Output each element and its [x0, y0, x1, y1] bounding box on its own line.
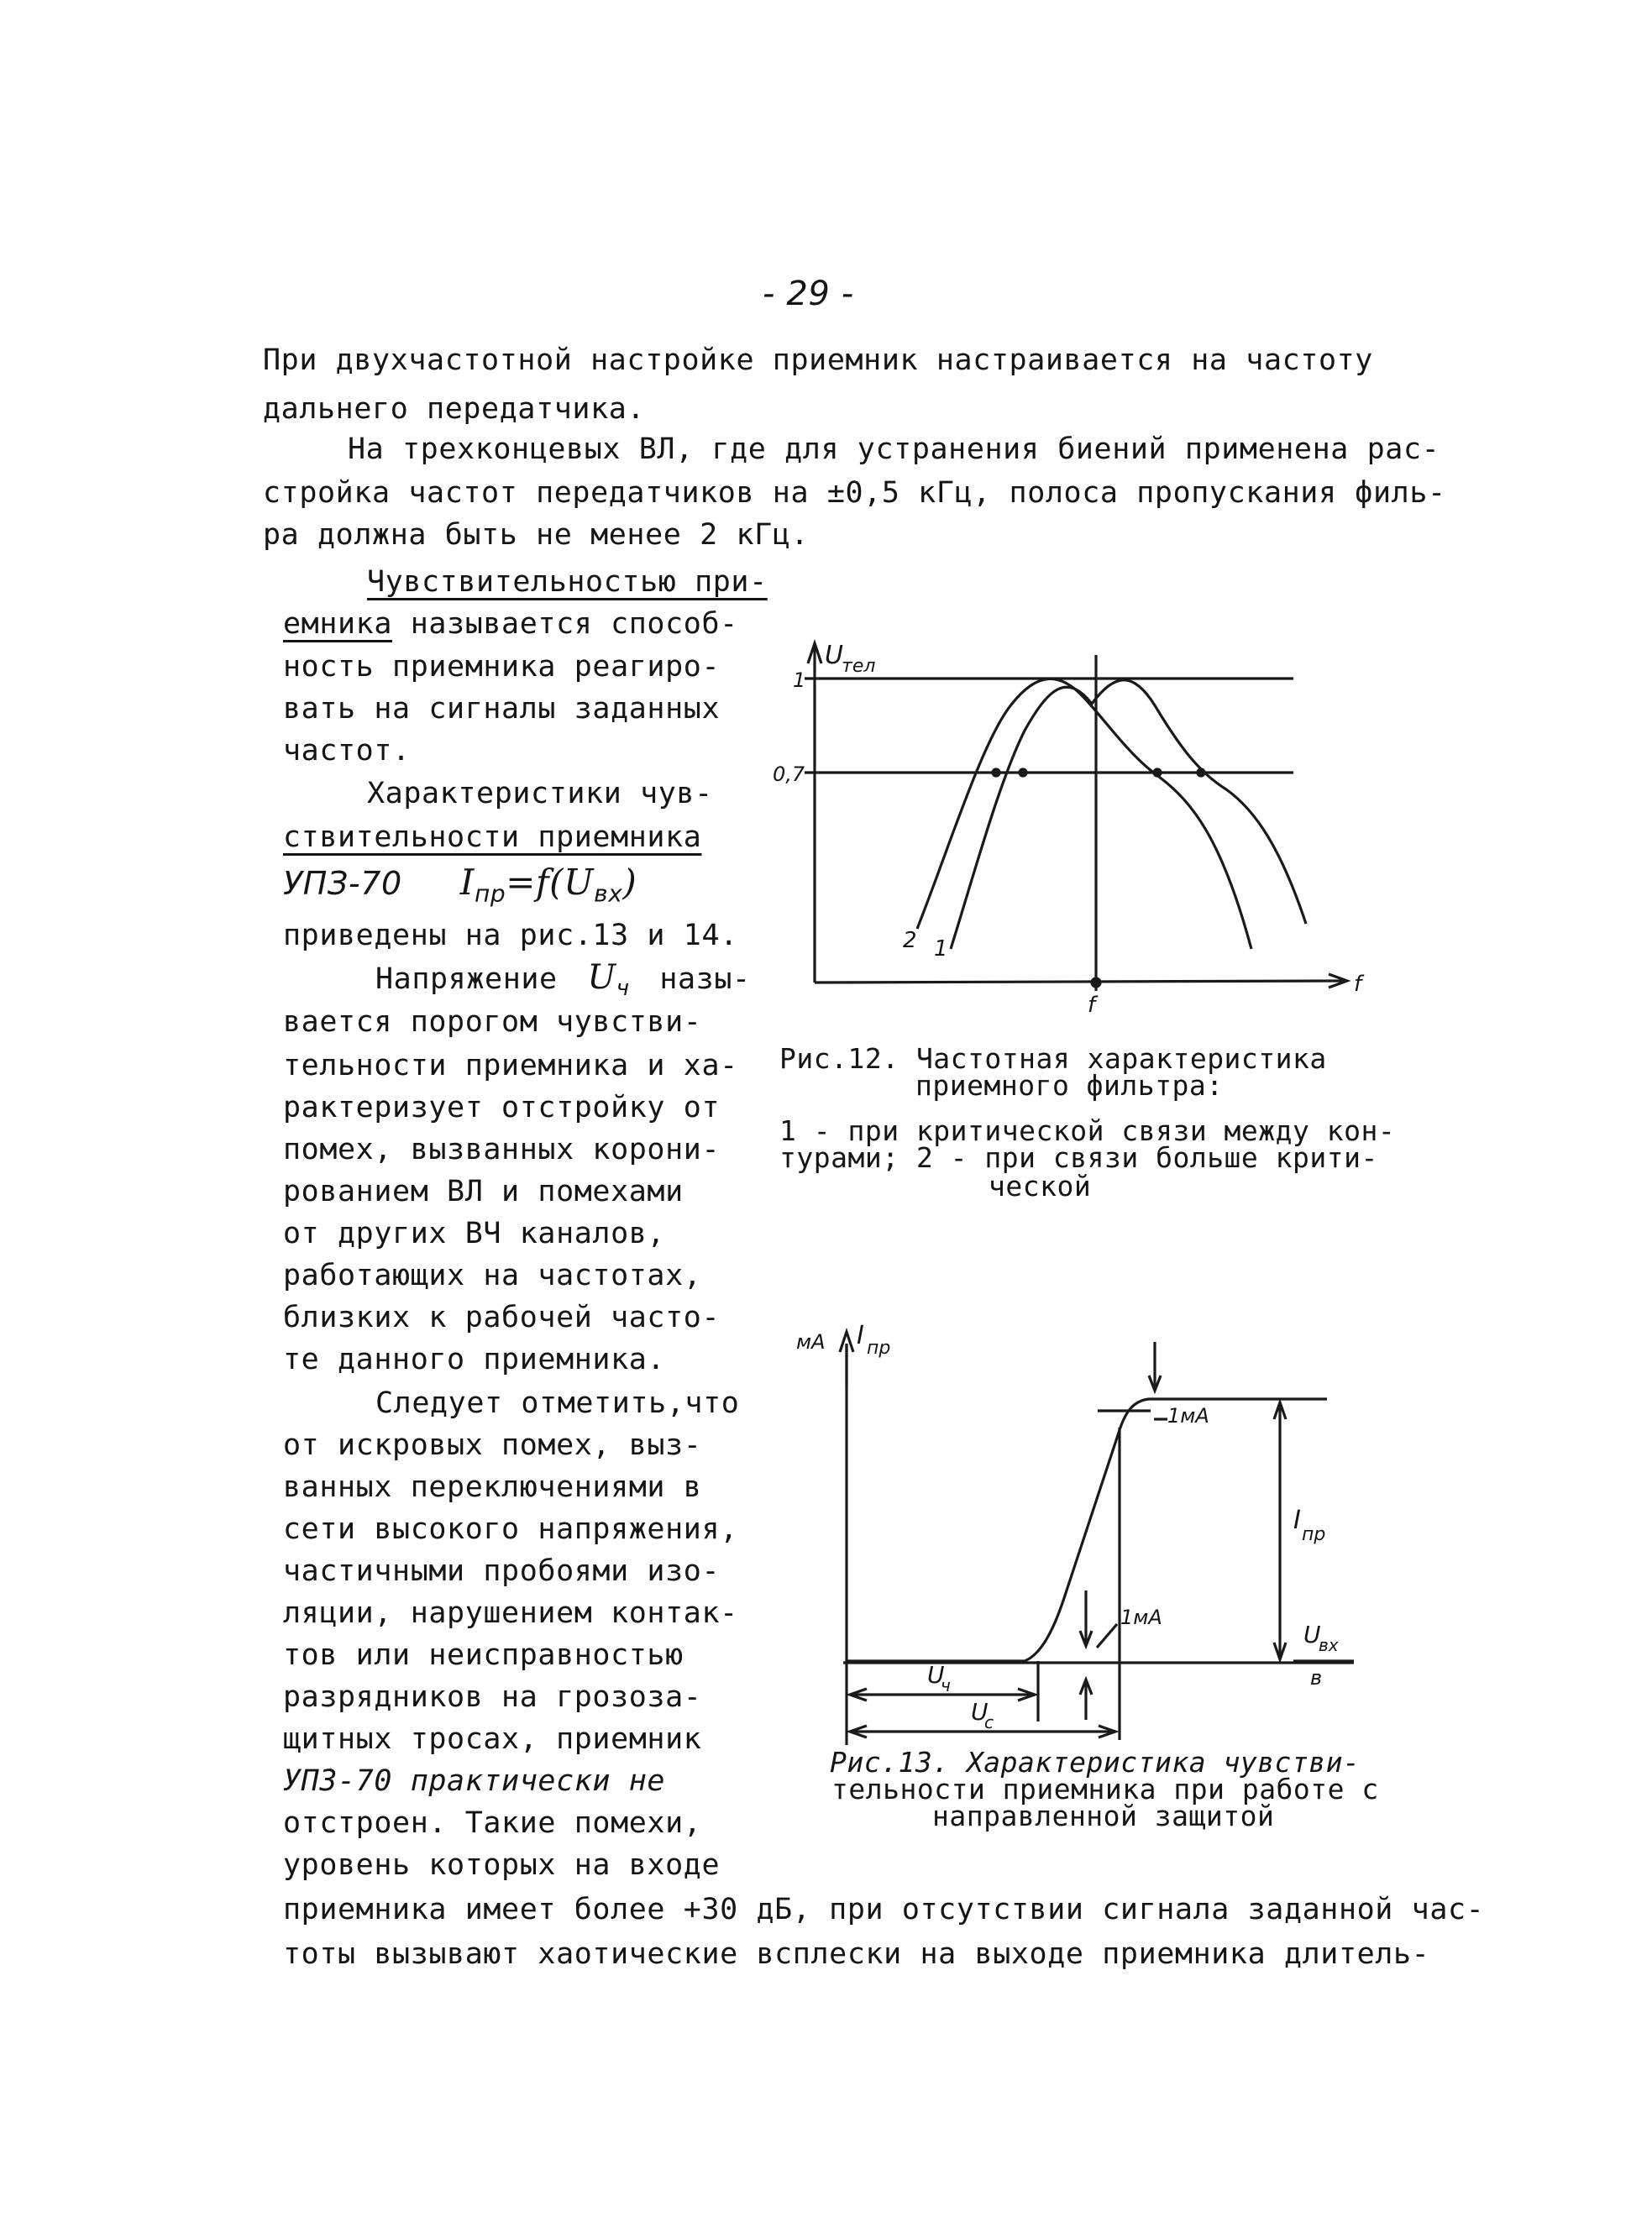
- fig12-y-label: U: [825, 641, 843, 670]
- fig13-ipr-sub: пр: [1302, 1524, 1326, 1545]
- col-line-14: помех, вызванных корони-: [283, 1133, 721, 1166]
- fig13-uc-sub: с: [984, 1712, 994, 1732]
- col-line-23: сети высокого напряжения,: [283, 1512, 738, 1546]
- fig12-center-label: f: [1088, 993, 1096, 1018]
- fig13-y-arrow: [840, 1332, 853, 1352]
- fig13-curve: [847, 1399, 1327, 1661]
- fig13-ipr-arrow-top: [1274, 1402, 1286, 1419]
- fig13-mid-marker-label: 1мА: [1120, 1606, 1162, 1629]
- col-line-7: ствительности приемника: [283, 820, 702, 854]
- fig13-y-label: I: [857, 1321, 864, 1350]
- fig13-uch-label: U: [927, 1661, 945, 1689]
- fig13-uch-sub: ч: [941, 1675, 951, 1695]
- fig13-uc-arrow-l: [850, 1726, 867, 1737]
- formula-i-sub: пр: [474, 879, 506, 908]
- fig12-curve-2: [917, 679, 1251, 949]
- fig12-point: [993, 769, 999, 776]
- formula-u-sub: вх: [594, 879, 623, 908]
- intro-line-3: На трехконцевых ВЛ, где для устранения биений применена рас-: [348, 432, 1440, 466]
- col-line-25: ляции, нарушением контак-: [283, 1596, 738, 1630]
- fig13-x-unit: в: [1310, 1666, 1323, 1690]
- col-line-28: щитных тросах, приемник: [283, 1722, 702, 1756]
- col-line-18: близких к рабочей часто-: [283, 1301, 721, 1334]
- fig12-point: [1198, 769, 1204, 776]
- fig13-mid-arrow-head: [1080, 1631, 1092, 1646]
- fig13-ipr-label: I: [1293, 1506, 1301, 1535]
- voltage-u-sub: ч: [616, 976, 630, 1001]
- col-line-20: Следует отметить,что: [375, 1386, 740, 1420]
- fig13-mid-arrow-head-2: [1080, 1680, 1092, 1695]
- col-line-11: вается порогом чувстви-: [283, 1005, 702, 1039]
- bottom-line-2: тоты вызывают хаотические всплески на выходе приемника длитель-: [283, 1937, 1430, 1971]
- intro-line-4: стройка частот передатчиков на ±0,5 кГц, полоса пропускания филь-: [263, 476, 1446, 510]
- fig12-caption-title-2: приемного фильтра:: [915, 1069, 1224, 1102]
- col-line-16: от других ВЧ каналов,: [283, 1217, 666, 1250]
- col-line-26: тов или неисправностью: [283, 1638, 684, 1672]
- fig13-top-marker-label: 1мА: [1167, 1404, 1209, 1428]
- formula-line: [283, 862, 637, 908]
- fig12-caption-title: Рис.12. Частотная характеристика: [779, 1042, 1327, 1075]
- fig12-caption-line-3: ческой: [989, 1170, 1092, 1203]
- col-line-2: [283, 607, 738, 641]
- term-definition-line-1: Чувствительностью при-: [367, 565, 768, 599]
- col-line-22: ванных переключениями в: [283, 1470, 702, 1504]
- intro-line-2: дальнего передатчика.: [263, 392, 646, 426]
- col-line-24: частичными пробоями изо-: [283, 1554, 721, 1588]
- intro-line-1: При двухчастотной настройке приемник настраивается на частоту: [263, 343, 1373, 377]
- col-line-12: тельности приемника и ха-: [283, 1049, 738, 1082]
- fig13-uc-arrow-r: [1099, 1726, 1115, 1737]
- col-line-17: работающих на частотах,: [283, 1259, 702, 1292]
- voltage-word: Напряжение: [375, 962, 558, 996]
- fig12-curve-1: [951, 680, 1306, 949]
- fig13-mid-slant: [1097, 1624, 1117, 1648]
- col-line-13: рактеризует отстройку от: [283, 1091, 721, 1124]
- fig13-caption-line-2: тельности приемника при работе с: [831, 1773, 1379, 1805]
- page-number: - 29 -: [763, 275, 854, 313]
- col-line-5: частот.: [283, 734, 411, 768]
- fig12-x-label: f: [1354, 972, 1362, 997]
- fig12-caption-line-1: 1 - при критической связи между кон-: [779, 1114, 1396, 1147]
- voltage-u: U: [587, 958, 616, 997]
- fig13-uch-arrow-r: [1018, 1689, 1035, 1701]
- fig13-y-sub: пр: [867, 1338, 891, 1359]
- col-line-3: ность приемника реагиро-: [283, 650, 721, 684]
- fig12-curve-label-2: 2: [903, 928, 917, 953]
- fig12-point: [1020, 769, 1026, 776]
- fig12-y-arrow: [808, 643, 821, 663]
- formula-f: =f(U: [506, 862, 595, 903]
- col-line-6: Характеристики чув-: [367, 777, 713, 810]
- col-line-10: [375, 958, 751, 1001]
- intro-line-5: ра должна быть не менее 2 кГц.: [263, 518, 810, 552]
- fig12-tick-1: 1: [793, 668, 806, 692]
- formula-i: I: [459, 862, 475, 903]
- formula-close: ): [622, 862, 637, 903]
- fig13-caption-line-1: Рис.13. Характеристика чувстви-: [830, 1746, 1361, 1779]
- fig12-tick-07: 0,7: [773, 763, 805, 786]
- col-line-21: от искровых помех, выз-: [283, 1428, 702, 1462]
- fig13-ipr-arrow-bottom: [1274, 1643, 1286, 1659]
- fig13-caption-line-3: направленной защитой: [932, 1800, 1275, 1832]
- col-line-2-rest: называется способ-: [392, 607, 738, 641]
- fig13-uvx-sub: вх: [1319, 1635, 1339, 1655]
- col-line-15: рованием ВЛ и помехами: [283, 1175, 684, 1208]
- col-line-30: отстроен. Такие помехи,: [283, 1806, 702, 1840]
- fig12-curve-label-1: 1: [934, 936, 948, 962]
- fig13-uc-label: U: [971, 1698, 989, 1726]
- voltage-rest: назы-: [659, 962, 751, 996]
- term-underlined-part: емника: [283, 607, 393, 641]
- fig13-uch-arrow-l: [850, 1689, 867, 1701]
- col-line-29: УПЗ-70 практически не: [283, 1764, 666, 1798]
- bottom-line-1: приемника имеет более +30 дБ, при отсутствии сигнала заданной час-: [283, 1893, 1485, 1926]
- col-line-4: вать на сигналы заданных: [283, 692, 721, 726]
- col-line-19: те данного приемника.: [283, 1343, 666, 1376]
- fig12-center-point: [1092, 978, 1100, 987]
- device-name: УПЗ-70: [283, 865, 402, 902]
- fig13-uvx-label: U: [1303, 1621, 1321, 1648]
- fig12-y-sub: тел: [842, 656, 876, 677]
- fig12-x-axis: [815, 981, 1344, 983]
- col-line-9: приведены на рис.13 и 14.: [283, 919, 738, 952]
- col-line-31: уровень которых на входе: [283, 1848, 721, 1882]
- col-line-27: разрядников на грозоза-: [283, 1680, 702, 1714]
- fig12-point: [1154, 769, 1161, 776]
- fig12-caption-line-2: турами; 2 - при связи больше крити-: [779, 1141, 1378, 1174]
- fig13-top-arrow-head: [1149, 1376, 1161, 1391]
- fig12-x-arrow: [1329, 974, 1347, 988]
- fig13-unit-label: мА: [796, 1330, 826, 1354]
